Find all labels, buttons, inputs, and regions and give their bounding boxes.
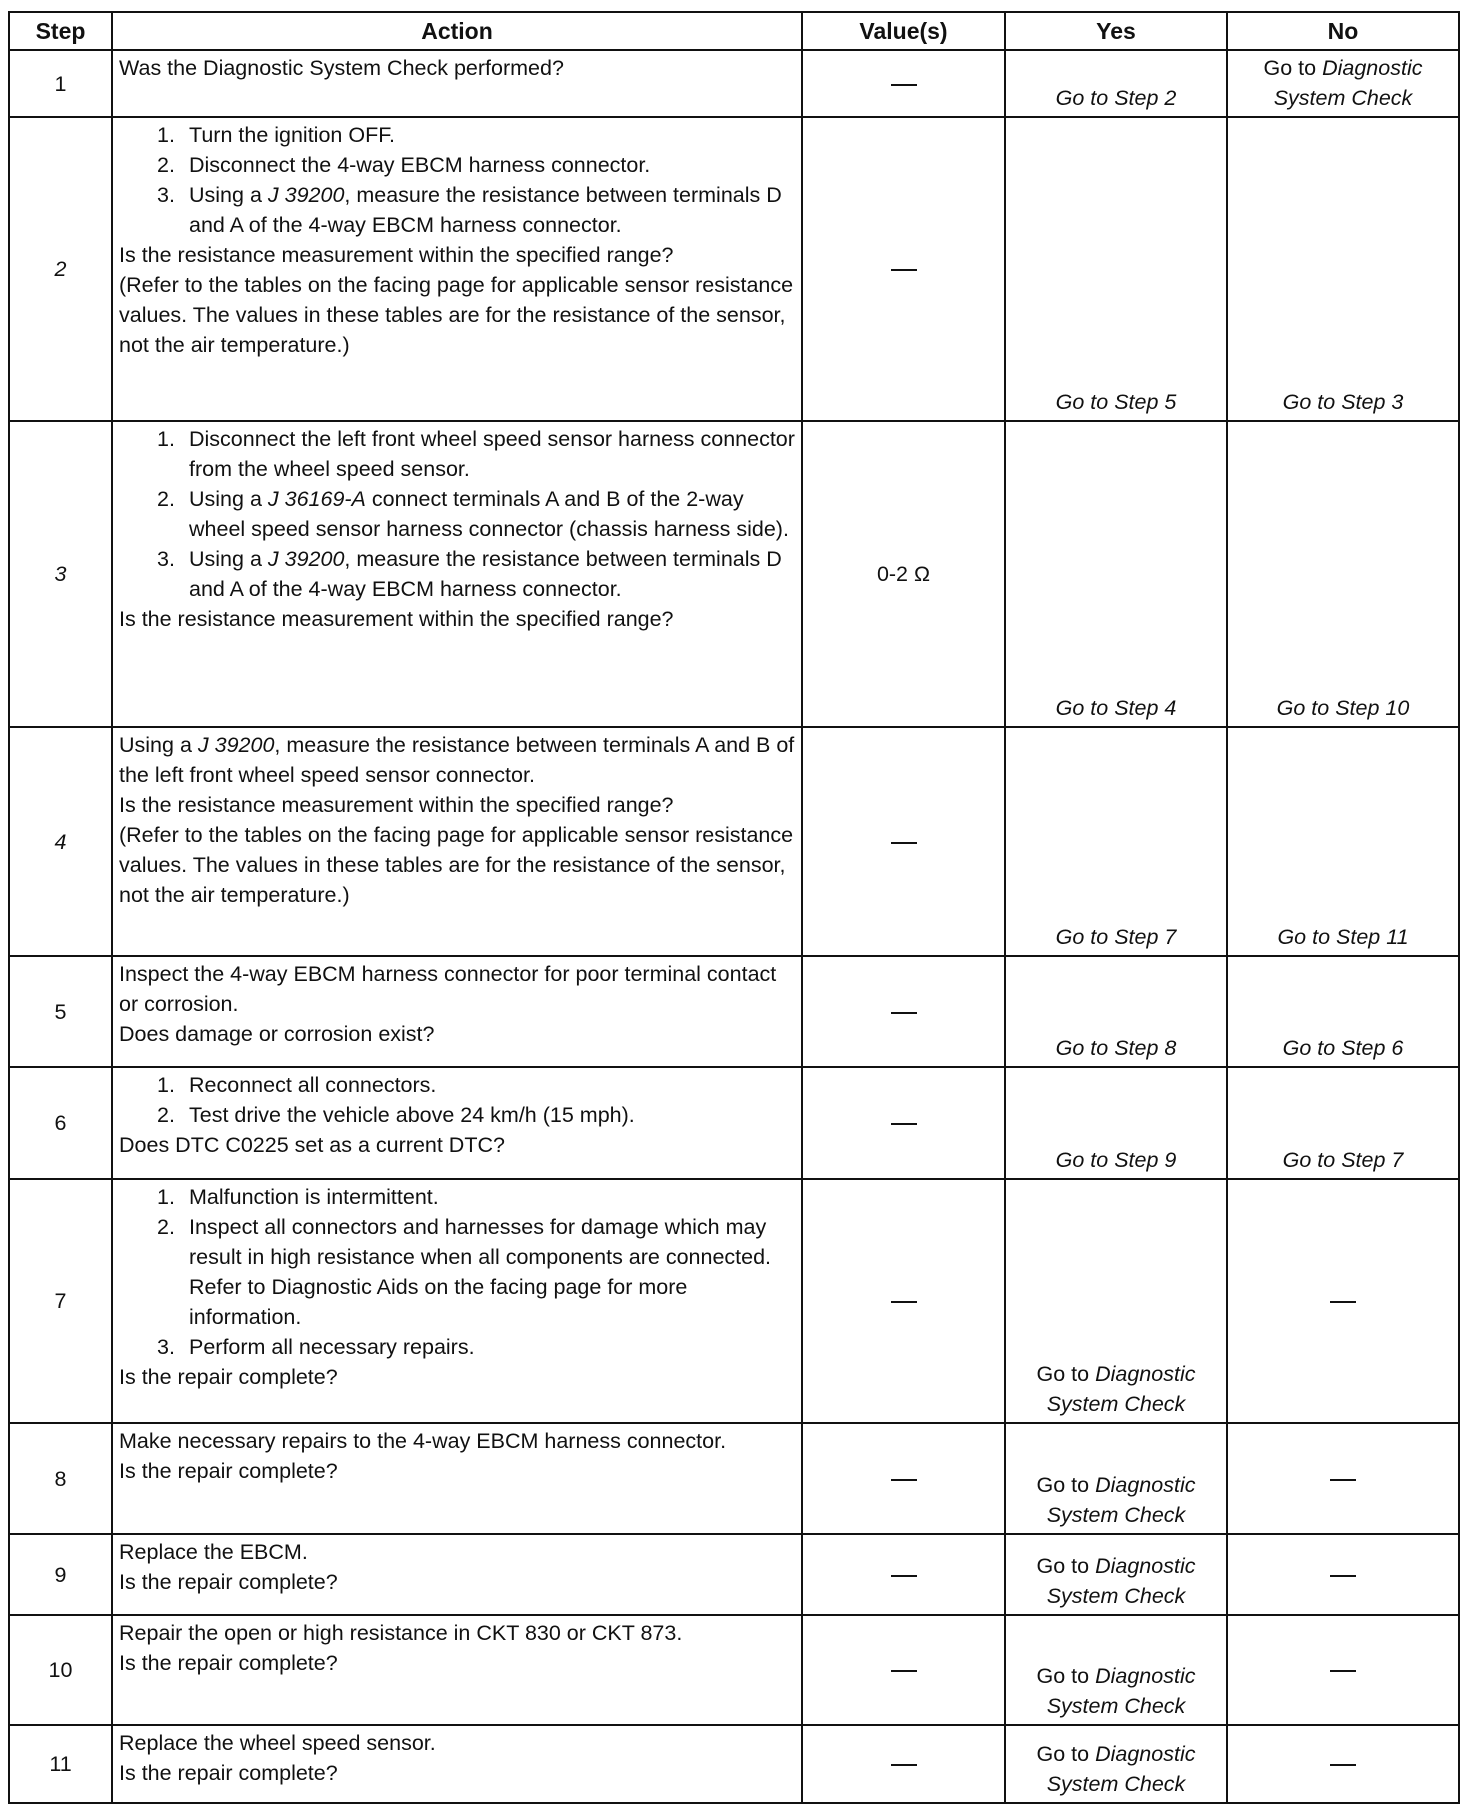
header-step: Step [9, 12, 112, 50]
yes-target: Diagnostic System Check [1046, 1664, 1196, 1718]
dash-mark [891, 1479, 917, 1481]
yes-cell [1005, 1423, 1227, 1534]
no-target: Go to Step 3 [1282, 390, 1404, 414]
tool-name: J 39200 [267, 183, 345, 207]
header-no: No [1227, 12, 1459, 50]
value-cell: 0-2 Ω [802, 421, 1005, 727]
dash-mark [891, 1764, 917, 1766]
table-row-step-3 [9, 421, 1459, 727]
table-row-step-7 [9, 1179, 1459, 1423]
yes-prefix: Go to [1036, 1742, 1090, 1766]
dash-mark [891, 84, 917, 86]
action-text: Replace the wheel speed sensor. [119, 1731, 436, 1755]
yes-target: Go to Step 8 [1055, 1036, 1177, 1060]
no-prefix: Go to [1263, 56, 1317, 80]
table-row-step-6 [9, 1067, 1459, 1179]
value-cell [802, 117, 1005, 421]
action-note: (Refer to the tables on the facing page for applicable sensor resistance values. The values in these tables are for the resistance of the sensor, not the air temperature.) [119, 823, 794, 907]
action-cell [112, 1067, 802, 1179]
action-text: Was the Diagnostic System Check performed? [119, 56, 564, 80]
yes-cell [1005, 1615, 1227, 1725]
no-target: Go to Step 6 [1282, 1036, 1404, 1060]
yes-prefix: Go to [1036, 1554, 1090, 1578]
step-number: 1 [9, 50, 112, 117]
action-cell [112, 421, 802, 727]
no-cell [1227, 1067, 1459, 1179]
action-cell [112, 117, 802, 421]
yes-cell [1005, 1179, 1227, 1423]
no-cell [1227, 1615, 1459, 1725]
action-cell [112, 1423, 802, 1534]
tool-name: J 39200 [197, 733, 275, 757]
dash-mark [891, 1301, 917, 1303]
step-number: 4 [9, 727, 112, 956]
dash-mark [891, 1123, 917, 1125]
step-number: 9 [9, 1534, 112, 1615]
yes-cell [1005, 727, 1227, 956]
yes-target: Go to Step 9 [1055, 1148, 1177, 1172]
step-number: 3 [9, 421, 112, 727]
action-item: 3. Using a J 39200, measure the resistance between terminals D and A of the 4-way EBCM harness connector. [157, 183, 782, 237]
table-row-step-5 [9, 956, 1459, 1067]
action-note: (Refer to the tables on the facing page for applicable sensor resistance values. The values in these tables are for the resistance of the sensor, not the air temperature.) [119, 273, 794, 357]
no-target: Go to Step 11 [1277, 925, 1409, 949]
action-text: Repair the open or high resistance in CKT 830 or CKT 873. [119, 1621, 683, 1645]
yes-prefix: Go to [1036, 1362, 1090, 1386]
yes-target: Go to Step 4 [1055, 696, 1177, 720]
dash-mark [891, 269, 917, 271]
yes-target: Diagnostic System Check [1046, 1554, 1196, 1608]
tool-name: J 39200 [267, 547, 345, 571]
value-cell [802, 956, 1005, 1067]
header-row [9, 12, 1459, 50]
yes-target: Go to Step 2 [1055, 86, 1177, 110]
step-number: 7 [9, 1179, 112, 1423]
yes-prefix: Go to [1036, 1664, 1090, 1688]
value-cell [802, 1423, 1005, 1534]
action-cell [112, 1179, 802, 1423]
action-item: 3. Using a J 39200, measure the resistance between terminals D and A of the 4-way EBCM harness connector. [157, 547, 782, 601]
yes-target: Diagnostic System Check [1046, 1742, 1196, 1796]
tool-name: J 36169-A [267, 487, 366, 511]
header-yes: Yes [1005, 12, 1227, 50]
action-question: Is the repair complete? [119, 1459, 338, 1483]
action-item: 3. Perform all necessary repairs. [157, 1335, 475, 1359]
step-number: 11 [9, 1725, 112, 1803]
action-cell [112, 1534, 802, 1615]
no-cell [1227, 956, 1459, 1067]
no-target: Diagnostic System Check [1273, 56, 1423, 110]
table-row-step-8 [9, 1423, 1459, 1534]
dash-mark [1330, 1764, 1356, 1766]
action-item: 1. Malfunction is intermittent. [157, 1185, 439, 1209]
dash-mark [891, 1012, 917, 1014]
table-row-step-1 [9, 50, 1459, 117]
action-text: Inspect the 4-way EBCM harness connector for poor terminal contact or corrosion. [119, 962, 777, 1016]
yes-target: Go to Step 7 [1055, 925, 1177, 949]
no-cell [1227, 1534, 1459, 1615]
yes-cell [1005, 1534, 1227, 1615]
header-values: Value(s) [802, 12, 1005, 50]
dash-mark [1330, 1575, 1356, 1577]
action-question: Is the resistance measurement within the specified range? [119, 793, 674, 817]
table-row-step-4 [9, 727, 1459, 956]
no-target: Go to Step 10 [1276, 696, 1410, 720]
yes-target: Diagnostic System Check [1046, 1362, 1196, 1416]
diagnostic-table [8, 11, 1460, 1804]
header-action: Action [112, 12, 802, 50]
action-text: Make necessary repairs to the 4-way EBCM harness connector. [119, 1429, 727, 1453]
dash-mark [891, 1575, 917, 1577]
table-row-step-9 [9, 1534, 1459, 1615]
no-cell [1227, 117, 1459, 421]
yes-cell [1005, 421, 1227, 727]
dash-mark [891, 842, 917, 844]
action-question: Does DTC C0225 set as a current DTC? [119, 1133, 505, 1157]
no-cell [1227, 50, 1459, 117]
value-cell [802, 50, 1005, 117]
step-number: 10 [9, 1615, 112, 1725]
action-cell [112, 956, 802, 1067]
no-target: Go to Step 7 [1282, 1148, 1404, 1172]
dash-mark [1330, 1670, 1356, 1672]
action-cell [112, 1725, 802, 1803]
action-item: 2. Inspect all connectors and harnesses for damage which may result in high resistance when all components are connected. Refer to Diagnostic Aids on the facing page for more information. [157, 1215, 772, 1329]
no-cell [1227, 1179, 1459, 1423]
action-item: 1. Disconnect the left front wheel speed sensor harness connector from the wheel speed sensor. [157, 427, 795, 481]
action-item: 2. Using a J 36169-A connect terminals A and B of the 2-way wheel speed sensor harness connector (chassis harness side). [157, 487, 789, 541]
dash-mark [1330, 1479, 1356, 1481]
action-question: Is the repair complete? [119, 1761, 338, 1785]
step-number: 8 [9, 1423, 112, 1534]
action-item: 1. Reconnect all connectors. [157, 1073, 437, 1097]
value-cell [802, 727, 1005, 956]
no-cell [1227, 727, 1459, 956]
action-cell [112, 50, 802, 117]
value-cell [802, 1615, 1005, 1725]
action-item: 2. Test drive the vehicle above 24 km/h (15 mph). [157, 1103, 635, 1127]
yes-prefix: Go to [1036, 1473, 1090, 1497]
yes-cell [1005, 956, 1227, 1067]
yes-cell [1005, 1067, 1227, 1179]
no-cell [1227, 1725, 1459, 1803]
yes-cell [1005, 117, 1227, 421]
action-question: Is the repair complete? [119, 1570, 338, 1594]
dash-mark [891, 1670, 917, 1672]
action-item: 1. Turn the ignition OFF. [157, 123, 395, 147]
step-number: 5 [9, 956, 112, 1067]
action-question: Does damage or corrosion exist? [119, 1022, 435, 1046]
action-cell [112, 727, 802, 956]
value-cell [802, 1725, 1005, 1803]
action-text: Using a J 39200, measure the resistance between terminals A and B of the left front wheel speed sensor connector. [119, 733, 795, 787]
action-text: Replace the EBCM. [119, 1540, 308, 1564]
yes-target: Go to Step 5 [1055, 390, 1177, 414]
no-cell [1227, 1423, 1459, 1534]
table-row-step-11 [9, 1725, 1459, 1803]
step-number: 2 [9, 117, 112, 421]
action-question: Is the resistance measurement within the specified range? [119, 607, 674, 631]
yes-cell [1005, 1725, 1227, 1803]
value-cell [802, 1179, 1005, 1423]
value-cell [802, 1534, 1005, 1615]
table-row-step-10 [9, 1615, 1459, 1725]
action-question: Is the resistance measurement within the specified range? [119, 243, 674, 267]
value-cell [802, 1067, 1005, 1179]
action-cell [112, 1615, 802, 1725]
dash-mark [1330, 1301, 1356, 1303]
action-question: Is the repair complete? [119, 1365, 338, 1389]
table-row-step-2 [9, 117, 1459, 421]
yes-target: Diagnostic System Check [1046, 1473, 1196, 1527]
action-item: 2. Disconnect the 4-way EBCM harness connector. [157, 153, 651, 177]
action-question: Is the repair complete? [119, 1651, 338, 1675]
yes-cell [1005, 50, 1227, 117]
no-cell [1227, 421, 1459, 727]
step-number: 6 [9, 1067, 112, 1179]
